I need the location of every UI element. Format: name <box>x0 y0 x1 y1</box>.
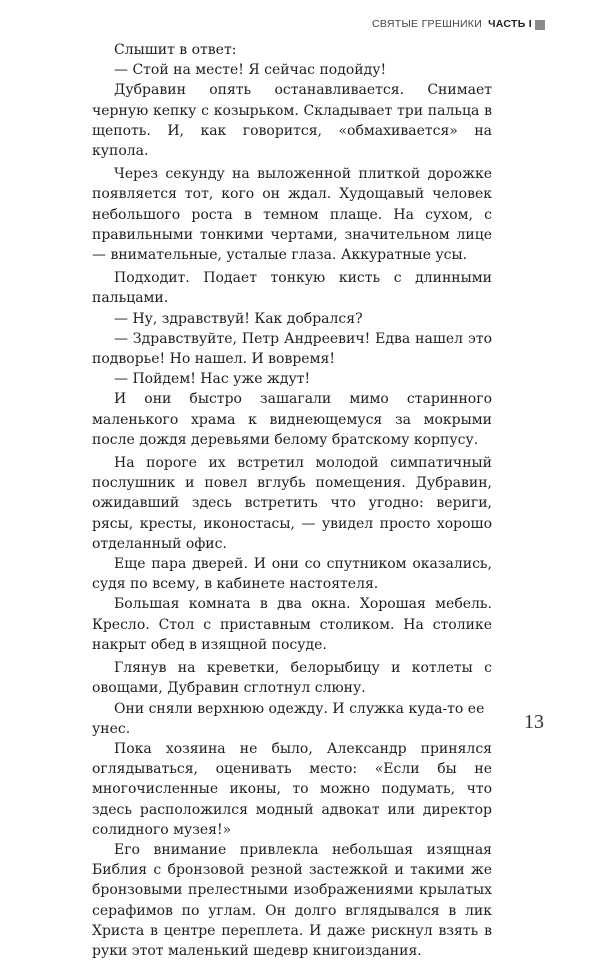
paragraph: Глянув на креветки, белорыбицу и котлеты с овощами, Дубравин сглотнул слюну. <box>92 660 492 697</box>
paragraph: Слышит в ответ: <box>114 42 237 58</box>
paragraph: Большая комната в два окна. Хорошая мебель. Кресло. Стол с приставным столиком. На столике накрыт обед в изящной посуде. <box>92 596 492 653</box>
paragraph: Еще пара дверей. И они со спутником оказались, судя по всему, в кабинете настоятеля. <box>92 556 492 593</box>
book-title: СВЯТЫЕ ГРЕШНИКИ <box>372 18 483 30</box>
paragraph: И они быстро зашагали мимо старинного маленького храма к виднеющемуся за мокрыми после дождя деревьями белому братскому корпусу. <box>92 391 492 448</box>
header-marker <box>535 20 545 30</box>
body-text <box>92 40 492 961</box>
paragraph: — Ну, здравствуй! Как добрался? <box>114 310 363 327</box>
paragraph: Его внимание привлекла небольшая изящная Библия с бронзовой резной застежкой и такими же бронзовыми прелестными изображениями крылатых серафимов по углам. Он долго вглядывался в лик Христа в центре переплета. И даже рискнул взять в руки этот маленький шедевр книгоиздания. <box>92 841 492 959</box>
paragraph: — Здравствуйте, Петр Андреевич! Едва нашел это подворье! Но нашел. И вовремя! <box>92 330 492 368</box>
part-label: ЧАСТЬ I <box>488 18 532 30</box>
paragraph: Подходит. Подает тонкую кисть с длинными пальцами. <box>92 270 492 307</box>
paragraph: Они сняли верхнюю одежду. И служка куда-то ее унес. <box>92 700 485 737</box>
paragraph: Через секунду на выложенной плиткой дорожке появляется тот, кого он ждал. Худощавый человек небольшого роста в темном плаще. На сухом, с правильными тонкими чертами, значительном лице — внимательные, усталые глаза. Аккуратные усы. <box>92 166 492 264</box>
page-number: 13 <box>524 711 544 733</box>
paragraph: На пороге их встретил молодой симпатичный послушник и повел вглубь помещения. Дубравин, ожидавший здесь встретить что угодно: вериги, рясы, кресты, иконостасы, — увидел просто хорошо отделанный офис. <box>92 455 492 552</box>
running-header <box>372 18 532 30</box>
paragraph: Дубравин опять останавливается. Снимает черную кепку с козырьком. Складывает три пальца в щепоть. И, как говорится, «обмахивается» на купола. <box>92 82 492 160</box>
paragraph: Пока хозяина не было, Александр принялся оглядываться, оценивать место: «Если бы не многочисленные иконы, то можно подумать, что здесь расположился модный адвокат или директор солидного музея!» <box>92 740 492 838</box>
paragraph: — Пойдем! Нас уже ждут! <box>114 371 311 388</box>
paragraph: — Стой на месте! Я сейчас подойду! <box>114 62 387 79</box>
